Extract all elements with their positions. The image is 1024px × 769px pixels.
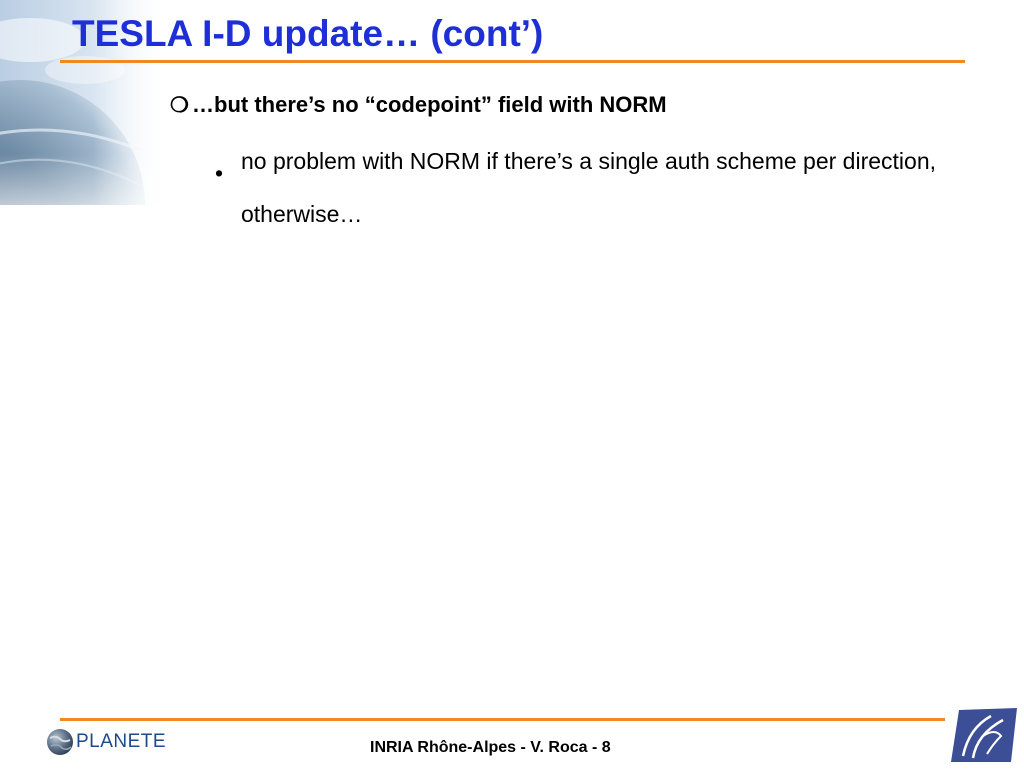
bullet-item [170,90,667,121]
footer-credit: INRIA Rhône-Alpes - V. Roca - 8 [370,739,611,756]
inria-logo [947,706,1019,764]
hollow-circle-bullet-icon: ❍ [170,94,189,117]
globe-icon [46,727,74,757]
inria-emblem-icon [947,706,1019,764]
dot-bullet-icon: • [215,160,224,186]
planete-logo [46,727,174,761]
sub-bullet-item [215,147,955,241]
planete-logo-text: PLANETE [76,731,167,752]
title-divider [60,60,965,63]
footer-divider [60,718,945,721]
sub-bullet-text: no problem with NORM if there’s a single auth scheme per direction, otherwise… [241,148,937,227]
slide-title: TESLA I-D update… (cont’) [72,13,544,54]
bullet-text: …but there’s no “codepoint” field with NORM [192,92,667,117]
